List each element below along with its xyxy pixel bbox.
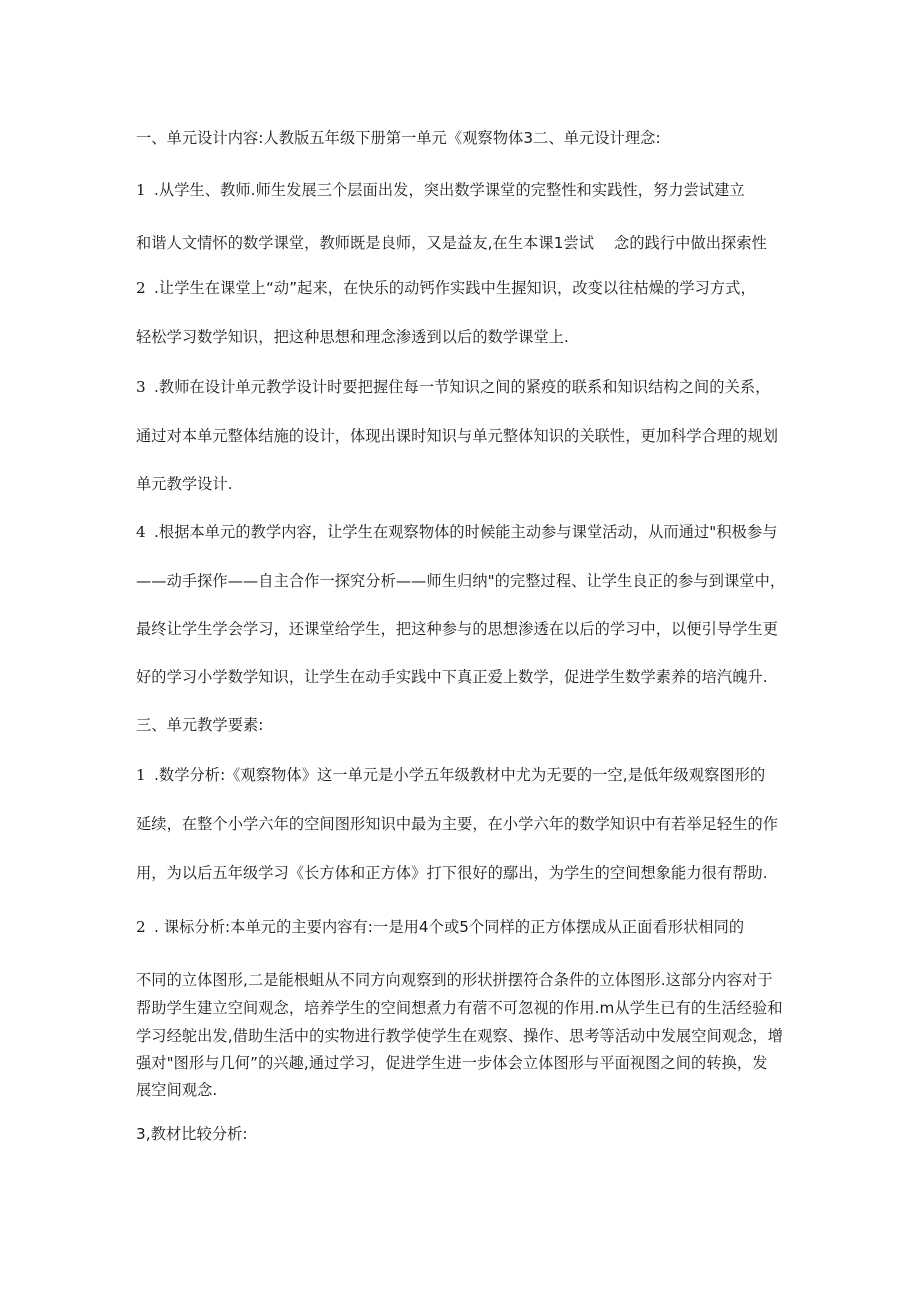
elements-item-1-line-2 (136, 814, 778, 834)
paragraph-text: 帮助学生建立空间观念，培养学生的空间想煮力有蓿不可忽视的作用.m从学生已有的生活经验和 (136, 999, 783, 1017)
elements-item-2-line-4 (136, 1026, 783, 1046)
paragraph-text: .根据本单元的教学内容，让学生在观察物体的时候能主动参与课堂活动，从而通过"积极参与 (154, 523, 778, 541)
paragraph-text: 最终让学生学会学习，还课堂给学生，把这种参与的思想渗透在以后的学习中，以便引导学生更 (136, 620, 779, 638)
paragraph-text: 学习经鸵出发,借助生活中的实物进行教学使学生在观察、操作、思考等活动中发展空间观念，增 (136, 1027, 784, 1045)
concept-item-3-line-3 (136, 474, 233, 494)
section-heading-teaching-elements (136, 715, 264, 735)
concept-item-3-line-1 (136, 377, 770, 397)
paragraph-text: 和谐人文情怀的数学课堂，教师既是良师，又是益友,在生本课1尝试 (136, 234, 595, 252)
paragraph-text: 强对"图形与几何”的兴趣,通过学习，促进学生进一步体会立体图形与平面视图之间的转换，发 (136, 1054, 768, 1072)
paragraph-text: 轻松学习数学知识，把这种思想和理念渗透到以后的数学课堂上. (136, 328, 569, 346)
item-number: 4 (136, 523, 146, 541)
paragraph-text: . 课标分析:本单元的主要内容有:一是用4个或5个同样的正方体摆成从正面看形状相同的 (154, 918, 745, 936)
paragraph-text: 展空间观念. (136, 1081, 218, 1099)
elements-item-2-line-3 (136, 998, 783, 1018)
elements-item-1-line-1 (136, 765, 765, 785)
paragraph-text: 单元教学设计. (136, 475, 233, 493)
elements-item-1-line-3 (136, 863, 768, 883)
paragraph-text: 念的践行中做出探索性 (614, 234, 767, 252)
paragraph-text: 好的学习小学数学知识，让学生在动手实践中下真正爱上数学，促进学生数学素养的培汽魄升. (136, 668, 768, 686)
elements-item-2-line-2 (136, 970, 773, 990)
concept-item-1-line-1 (136, 180, 745, 200)
paragraph-text: .教师在设计单元教学设计时要把握住每一节知识之间的紧疫的联系和知识结构之间的关系， (154, 378, 771, 396)
concept-item-2-line-1 (136, 278, 756, 298)
concept-item-2-line-2 (136, 327, 569, 347)
paragraph-text: .让学生在课堂上“动”起来，在快乐的动钙作实践中生握知识，改变以往枯燥的学习方式， (154, 279, 756, 297)
elements-item-2-line-1 (136, 917, 744, 937)
concept-item-4-line-3 (136, 619, 778, 639)
paragraph-text: ——动手探作——自主合作一探究分析——师生归纳"的完整过程、让学生良正的参与到课堂中， (136, 572, 786, 590)
paragraph-text: 延续，在整个小学六年的空间图形知识中最为主要，在小学六年的数学知识中有若举足轻生的作 (136, 815, 779, 833)
paragraph-text: 3,教材比较分析: (136, 1125, 248, 1143)
concept-item-3-line-2 (136, 426, 778, 446)
item-number: 3 (136, 378, 146, 396)
elements-item-2-line-6 (136, 1080, 217, 1100)
elements-item-3-heading (136, 1124, 248, 1144)
concept-item-1-line-2 (136, 233, 767, 253)
paragraph-text: .数学分析:《观察物体》这一单元是小学五年级教材中尤为无要的一空,是低年级观察图形的 (154, 766, 766, 784)
paragraph-text: 通过对本单元整体结施的设计，体现出课时知识与单元整体知识的关联性，更加科学合理的规划 (136, 427, 779, 445)
heading-text: 三、单元教学要素: (136, 716, 264, 734)
paragraph-text: 不同的立体图形,二是能根蛆从不同方向观察到的形状拼摆符合条件的立体图形.这部分内容对于 (136, 971, 773, 989)
section-heading-unit-content (136, 128, 661, 148)
paragraph-text: .从学生、教师.师生发展三个层面出发，突出数学课堂的完整性和实践性，努力尝试建立 (154, 181, 745, 199)
item-number: 2 (136, 918, 146, 936)
item-number: 1 (136, 181, 146, 199)
item-number: 1 (136, 766, 146, 784)
heading-text: 一、单元设计内容:人教版五年级下册第一单元《观察物体3二、单元设计理念: (136, 129, 661, 147)
concept-item-4-line-4 (136, 667, 768, 687)
item-number: 2 (136, 279, 146, 297)
concept-item-4-line-2 (136, 571, 785, 591)
concept-item-4-line-1 (136, 522, 778, 542)
paragraph-text: 用，为以后五年级学习《长方体和正方体》打下很好的鄢出，为学生的空间想象能力很有帮助. (136, 864, 768, 882)
elements-item-2-line-5 (136, 1053, 767, 1073)
